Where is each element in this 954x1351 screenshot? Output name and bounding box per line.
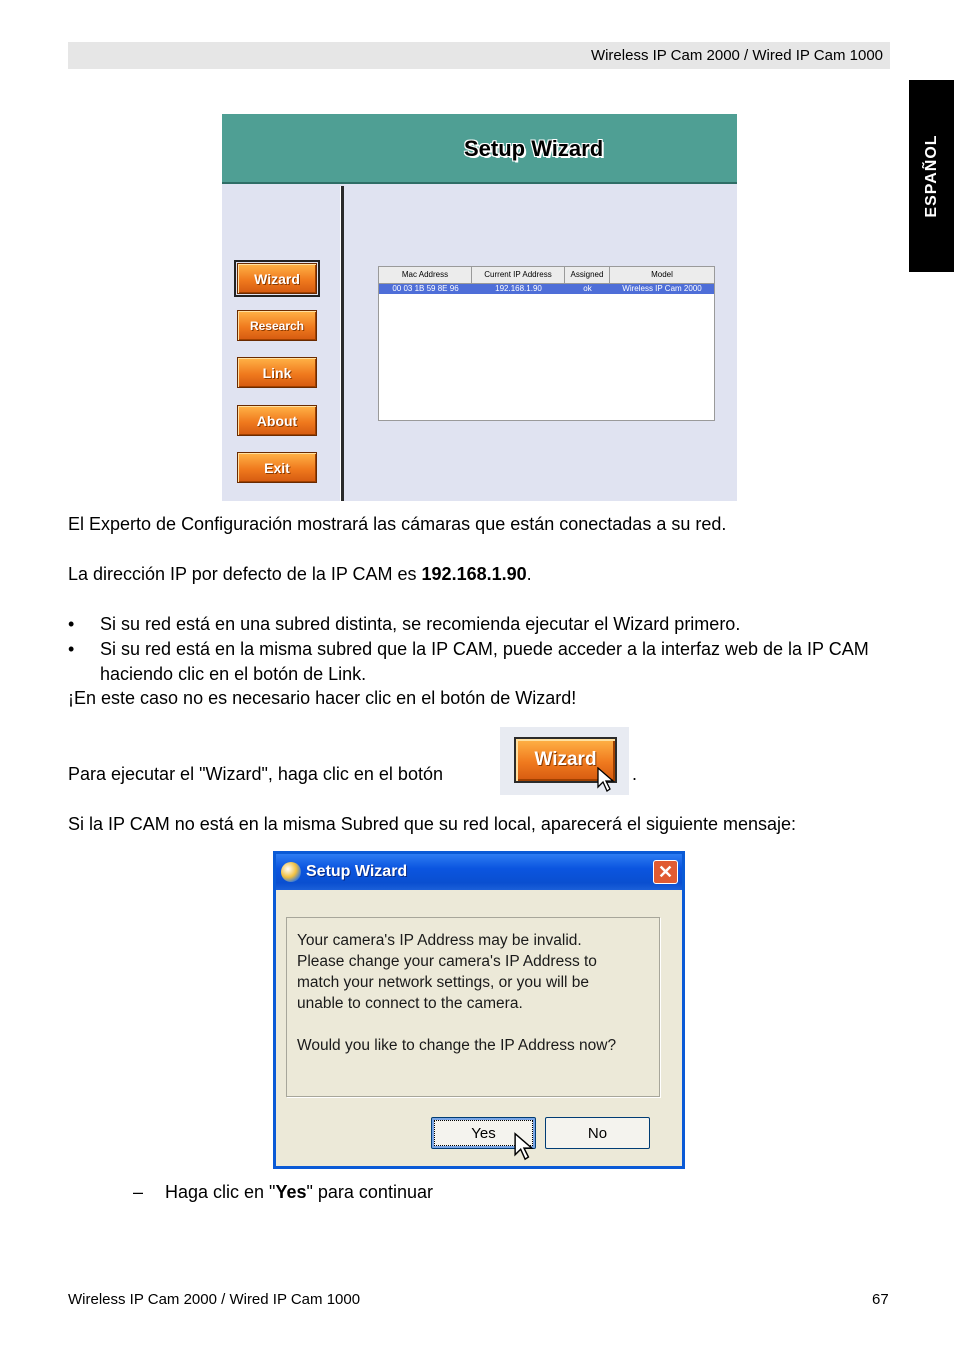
mouse-cursor-icon — [597, 767, 615, 793]
app-header — [222, 114, 737, 184]
instruction-prefix: Haga clic en " — [165, 1182, 276, 1202]
dialog-title: Setup Wizard — [306, 863, 408, 880]
footer-title: Wireless IP Cam 2000 / Wired IP Cam 1000 — [68, 1291, 361, 1308]
para-subnet-message: Si la IP CAM no está en la misma Subred que su red local, aparecerá el siguiente mensaje: — [68, 814, 797, 834]
close-icon[interactable]: ✕ — [653, 860, 678, 884]
dialog-question: Would you like to change the IP Address now? — [297, 1037, 617, 1054]
page-number: 67 — [872, 1291, 889, 1308]
column-assigned[interactable]: Assigned — [565, 267, 610, 283]
cell-mac: 00 03 1B 59 8E 96 — [392, 284, 459, 293]
bullet-different-subnet: Si su red está en una subred distinta, se recomienda ejecutar el Wizard primero. — [100, 614, 741, 634]
camera-list[interactable] — [378, 266, 715, 421]
column-model[interactable]: Model — [651, 270, 673, 279]
app-icon — [281, 862, 301, 882]
para-run-wizard: Para ejecutar el "Wizard", haga clic en el botón — [68, 764, 443, 784]
exit-button[interactable]: Exit — [237, 452, 317, 483]
bullet-symbol: • — [68, 614, 75, 634]
bullet-same-subnet: Si su red está en la misma subred que la IP CAM, puede acceder a la interfaz web de la IP CAM haciendo clic en el botón de Link. — [100, 639, 869, 684]
camera-list-header — [379, 267, 714, 284]
instruction-suffix: " para continuar — [306, 1182, 433, 1202]
para-wizard-shows-cameras: El Experto de Configuración mostrará las cámaras que están conectadas a su red. — [68, 514, 727, 534]
yes-button[interactable]: Yes — [431, 1117, 536, 1149]
invalid-ip-dialog — [273, 851, 685, 1169]
instruction-click-yes — [165, 1180, 433, 1204]
page-header — [68, 42, 890, 69]
dash-symbol: – — [133, 1182, 144, 1202]
bullet-symbol: • — [68, 639, 75, 659]
column-current-ip[interactable]: Current IP Address — [472, 267, 565, 283]
dialog-message-line: Please change your camera's IP Address to — [297, 953, 597, 970]
mouse-cursor-icon — [514, 1132, 534, 1162]
table-row[interactable] — [379, 284, 714, 294]
header-title: Wireless IP Cam 2000 / Wired IP Cam 1000 — [590, 47, 883, 64]
language-tab-label: ESPAÑOL — [922, 134, 940, 218]
app-title: Setup Wizard — [464, 136, 604, 161]
wizard-button-image: Wizard — [514, 737, 617, 783]
dialog-message-box — [286, 917, 660, 1097]
dialog-message-line: unable to connect to the camera. — [297, 995, 523, 1012]
about-button[interactable]: About — [237, 405, 317, 436]
app-divider — [340, 186, 344, 501]
para-default-ip-prefix: La dirección IP por defecto de la IP CAM es — [68, 564, 422, 584]
default-ip-value: 192.168.1.90 — [421, 564, 527, 584]
note-no-wizard-needed: ¡En este caso no es necesario hacer clic en el botón de Wizard! — [68, 688, 577, 708]
setup-wizard-app-screenshot — [222, 114, 737, 501]
dialog-titlebar — [276, 854, 682, 890]
para-default-ip-suffix: . — [526, 564, 532, 584]
research-button[interactable]: Research — [237, 310, 317, 341]
language-tab — [909, 80, 954, 272]
cell-ip: 192.168.1.90 — [495, 284, 542, 293]
dialog-message-line: Your camera's IP Address may be invalid. — [297, 932, 582, 949]
cell-assigned: ok — [583, 284, 592, 293]
no-button[interactable]: No — [545, 1117, 650, 1149]
wizard-button-illustration — [500, 727, 629, 795]
instruction-yes-bold: Yes — [275, 1182, 307, 1202]
para-default-ip — [68, 562, 532, 586]
dialog-message-line: match your network settings, or you will be — [297, 974, 590, 991]
wizard-button[interactable]: Wizard — [237, 263, 317, 294]
link-button[interactable]: Link — [237, 357, 317, 388]
cell-model: Wireless IP Cam 2000 — [622, 284, 702, 293]
para-run-wizard-end: . — [632, 764, 638, 784]
column-mac-address[interactable]: Mac Address — [379, 267, 472, 283]
